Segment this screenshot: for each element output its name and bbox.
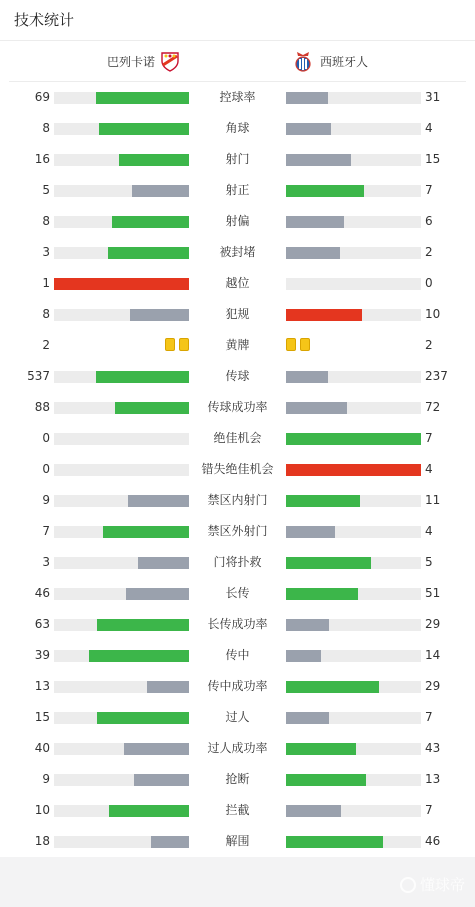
away-value: 29	[425, 679, 441, 693]
home-bar-track	[54, 526, 189, 538]
stat-row	[0, 392, 475, 423]
home-bar-track	[54, 247, 189, 259]
stat-row	[0, 733, 475, 764]
home-bar-track	[54, 216, 189, 228]
away-bar-track	[286, 309, 421, 321]
away-bar-fill	[286, 464, 421, 476]
home-bar-fill	[126, 588, 189, 600]
stat-label: 长传成功率	[207, 617, 268, 631]
home-bar-fill	[119, 154, 189, 166]
home-bar-fill	[97, 619, 189, 631]
home-bar-track	[54, 495, 189, 507]
away-value: 5	[425, 555, 433, 569]
away-bar-track	[286, 154, 421, 166]
home-value: 3	[42, 245, 50, 259]
yellow-card-icon	[286, 338, 296, 351]
away-yellow-cards	[286, 338, 310, 353]
teams-header	[9, 41, 466, 82]
yellow-card-icon	[179, 338, 189, 351]
watermark	[400, 874, 465, 895]
home-bar-track	[54, 123, 189, 135]
away-bar-fill	[286, 123, 331, 135]
home-bar-fill	[99, 123, 189, 135]
yellow-card-icon	[165, 338, 175, 351]
away-bar-track	[286, 495, 421, 507]
home-value: 537	[27, 369, 50, 383]
home-value: 9	[42, 493, 50, 507]
watermark-text: 懂球帝	[419, 876, 465, 894]
home-value: 5	[42, 183, 50, 197]
stat-row	[0, 795, 475, 826]
away-value: 7	[425, 710, 433, 724]
home-value: 1	[42, 276, 50, 290]
home-value: 0	[42, 462, 50, 476]
home-bar-track	[54, 557, 189, 569]
home-bar-fill	[134, 774, 189, 786]
away-bar-track	[286, 805, 421, 817]
stat-row	[0, 82, 475, 113]
home-value: 18	[34, 834, 50, 848]
away-bar-fill	[286, 526, 335, 538]
away-bar-track	[286, 650, 421, 662]
away-bar-track	[286, 278, 421, 290]
home-bar-fill	[89, 650, 189, 662]
away-bar-track	[286, 681, 421, 693]
stat-row	[0, 113, 475, 144]
stat-label: 禁区外射门	[207, 524, 268, 538]
stat-label: 错失绝佳机会	[201, 462, 274, 476]
stat-row	[0, 454, 475, 485]
home-bar-track	[54, 743, 189, 755]
home-bar-track	[54, 185, 189, 197]
away-bar-fill	[286, 92, 328, 104]
away-value: 2	[425, 245, 433, 259]
stats-list	[0, 82, 475, 857]
home-bar-track	[54, 681, 189, 693]
stat-row	[0, 361, 475, 392]
home-bar-fill	[151, 836, 189, 848]
away-bar-track	[286, 712, 421, 724]
home-bar-fill	[54, 278, 189, 290]
stat-label: 黄牌	[225, 338, 250, 352]
away-bar-track	[286, 433, 421, 445]
away-bar-track	[286, 247, 421, 259]
home-bar-track	[54, 836, 189, 848]
away-value: 7	[425, 431, 433, 445]
home-bar-track	[54, 371, 189, 383]
away-value: 14	[425, 648, 441, 662]
stat-label: 门将扑救	[213, 555, 262, 569]
home-bar-fill	[96, 371, 189, 383]
away-value: 46	[425, 834, 441, 848]
stat-row	[0, 144, 475, 175]
home-bar-fill	[128, 495, 189, 507]
home-bar-fill	[96, 92, 189, 104]
stat-label: 禁区内射门	[207, 493, 268, 507]
home-value: 3	[42, 555, 50, 569]
away-bar-track	[286, 743, 421, 755]
home-value: 39	[34, 648, 50, 662]
stat-row	[0, 578, 475, 609]
away-value: 10	[425, 307, 441, 321]
stat-label: 射门	[225, 152, 250, 166]
home-bar-track	[54, 805, 189, 817]
away-value: 31	[425, 90, 441, 104]
away-value: 11	[425, 493, 441, 507]
away-bar-fill	[286, 805, 341, 817]
away-bar-track	[286, 774, 421, 786]
page-title-text: 技术统计	[14, 11, 75, 29]
away-value: 51	[425, 586, 441, 600]
home-yellow-cards	[165, 338, 189, 353]
away-team[interactable]	[292, 41, 368, 81]
away-bar-track	[286, 464, 421, 476]
home-value: 69	[34, 90, 50, 104]
home-bar-fill	[115, 402, 189, 414]
home-bar-fill	[138, 557, 189, 569]
home-bar-fill	[130, 309, 189, 321]
away-bar-track	[286, 557, 421, 569]
away-bar-track	[286, 371, 421, 383]
home-bar-track	[54, 154, 189, 166]
dongqiudi-logo-icon	[400, 877, 416, 893]
home-bar-track	[54, 588, 189, 600]
stat-label: 过人成功率	[207, 741, 268, 755]
away-bar-fill	[286, 216, 344, 228]
home-bar-track	[54, 433, 189, 445]
away-bar-track	[286, 836, 421, 848]
away-bar-fill	[286, 247, 340, 259]
footer	[0, 857, 475, 907]
away-bar-track	[286, 185, 421, 197]
away-value: 4	[425, 121, 433, 135]
away-bar-fill	[286, 433, 421, 445]
home-value: 40	[34, 741, 50, 755]
home-bar-track	[54, 402, 189, 414]
home-value: 9	[42, 772, 50, 786]
home-bar-fill	[97, 712, 189, 724]
stat-row	[0, 237, 475, 268]
away-value: 7	[425, 183, 433, 197]
stat-row	[0, 609, 475, 640]
away-value: 15	[425, 152, 441, 166]
away-value: 237	[425, 369, 448, 383]
home-bar-track	[54, 464, 189, 476]
away-bar-fill	[286, 681, 379, 693]
stat-label: 角球	[225, 121, 250, 135]
home-value: 8	[42, 214, 50, 228]
home-value: 0	[42, 431, 50, 445]
stat-label: 过人	[225, 710, 250, 724]
home-value: 2	[42, 338, 50, 352]
home-value: 8	[42, 307, 50, 321]
home-bar-track	[54, 774, 189, 786]
home-bar-track	[54, 712, 189, 724]
page-title	[0, 0, 475, 41]
home-bar-track	[54, 619, 189, 631]
stat-label: 长传	[225, 586, 250, 600]
away-bar-fill	[286, 774, 366, 786]
away-value: 72	[425, 400, 441, 414]
home-value: 13	[34, 679, 50, 693]
away-bar-fill	[286, 557, 371, 569]
stat-row	[0, 547, 475, 578]
stat-label: 被封堵	[219, 245, 256, 259]
stat-label: 犯规	[225, 307, 250, 321]
stat-row	[0, 268, 475, 299]
away-bar-fill	[286, 650, 321, 662]
stat-label: 传球成功率	[207, 400, 268, 414]
stat-label: 解围	[225, 834, 250, 848]
away-bar-fill	[286, 836, 383, 848]
away-bar-fill	[286, 154, 351, 166]
stat-label: 传中成功率	[207, 679, 268, 693]
stat-label: 传中	[225, 648, 250, 662]
stat-label: 传球	[225, 369, 250, 383]
rayo-vallecano-logo-icon	[159, 50, 181, 72]
stat-label: 控球率	[219, 90, 256, 104]
espanyol-logo-icon	[292, 50, 314, 72]
away-bar-track	[286, 92, 421, 104]
stat-row	[0, 206, 475, 237]
home-bar-fill	[109, 805, 189, 817]
home-team-name: 巴列卡诺	[106, 54, 155, 69]
away-bar-track	[286, 526, 421, 538]
home-bar-fill	[147, 681, 189, 693]
away-bar-track	[286, 619, 421, 631]
stat-row	[0, 299, 475, 330]
home-bar-fill	[103, 526, 189, 538]
home-value: 16	[34, 152, 50, 166]
stat-label: 抢断	[225, 772, 250, 786]
away-value: 7	[425, 803, 433, 817]
away-bar-fill	[286, 588, 358, 600]
stat-row	[0, 702, 475, 733]
stat-label: 越位	[225, 276, 250, 290]
home-value: 63	[34, 617, 50, 631]
away-bar-fill	[286, 185, 364, 197]
stat-label: 绝佳机会	[213, 431, 262, 445]
away-bar-fill	[286, 619, 329, 631]
home-value: 46	[34, 586, 50, 600]
stat-row	[0, 764, 475, 795]
away-bar-track	[286, 123, 421, 135]
away-value: 13	[425, 772, 441, 786]
away-value: 2	[425, 338, 433, 352]
home-bar-track	[54, 309, 189, 321]
stat-label: 拦截	[225, 803, 250, 817]
away-value: 0	[425, 276, 433, 290]
away-bar-fill	[286, 495, 360, 507]
yellow-card-icon	[300, 338, 310, 351]
stat-row	[0, 640, 475, 671]
stat-row	[0, 330, 475, 361]
home-value: 7	[42, 524, 50, 538]
stat-row	[0, 423, 475, 454]
stat-label: 射偏	[225, 214, 250, 228]
home-team[interactable]	[107, 41, 181, 81]
away-value: 6	[425, 214, 433, 228]
away-value: 4	[425, 462, 433, 476]
home-value: 10	[34, 803, 50, 817]
stat-row	[0, 671, 475, 702]
home-bar-track	[54, 92, 189, 104]
away-bar-fill	[286, 402, 347, 414]
home-bar-track	[54, 650, 189, 662]
home-value: 8	[42, 121, 50, 135]
home-bar-fill	[132, 185, 189, 197]
home-bar-fill	[112, 216, 189, 228]
away-team-name: 西班牙人	[320, 54, 369, 69]
home-value: 15	[34, 710, 50, 724]
away-bar-fill	[286, 371, 328, 383]
stat-row	[0, 516, 475, 547]
stat-row	[0, 826, 475, 857]
stat-row	[0, 485, 475, 516]
away-bar-fill	[286, 743, 356, 755]
away-bar-track	[286, 216, 421, 228]
away-bar-fill	[286, 309, 362, 321]
stat-label: 射正	[225, 183, 250, 197]
home-bar-fill	[108, 247, 189, 259]
home-bar-track	[54, 278, 189, 290]
away-value: 29	[425, 617, 441, 631]
away-bar-track	[286, 588, 421, 600]
away-value: 4	[425, 524, 433, 538]
away-value: 43	[425, 741, 441, 755]
away-bar-fill	[286, 712, 329, 724]
stat-row	[0, 175, 475, 206]
home-bar-fill	[124, 743, 189, 755]
home-value: 88	[34, 400, 50, 414]
away-bar-track	[286, 402, 421, 414]
